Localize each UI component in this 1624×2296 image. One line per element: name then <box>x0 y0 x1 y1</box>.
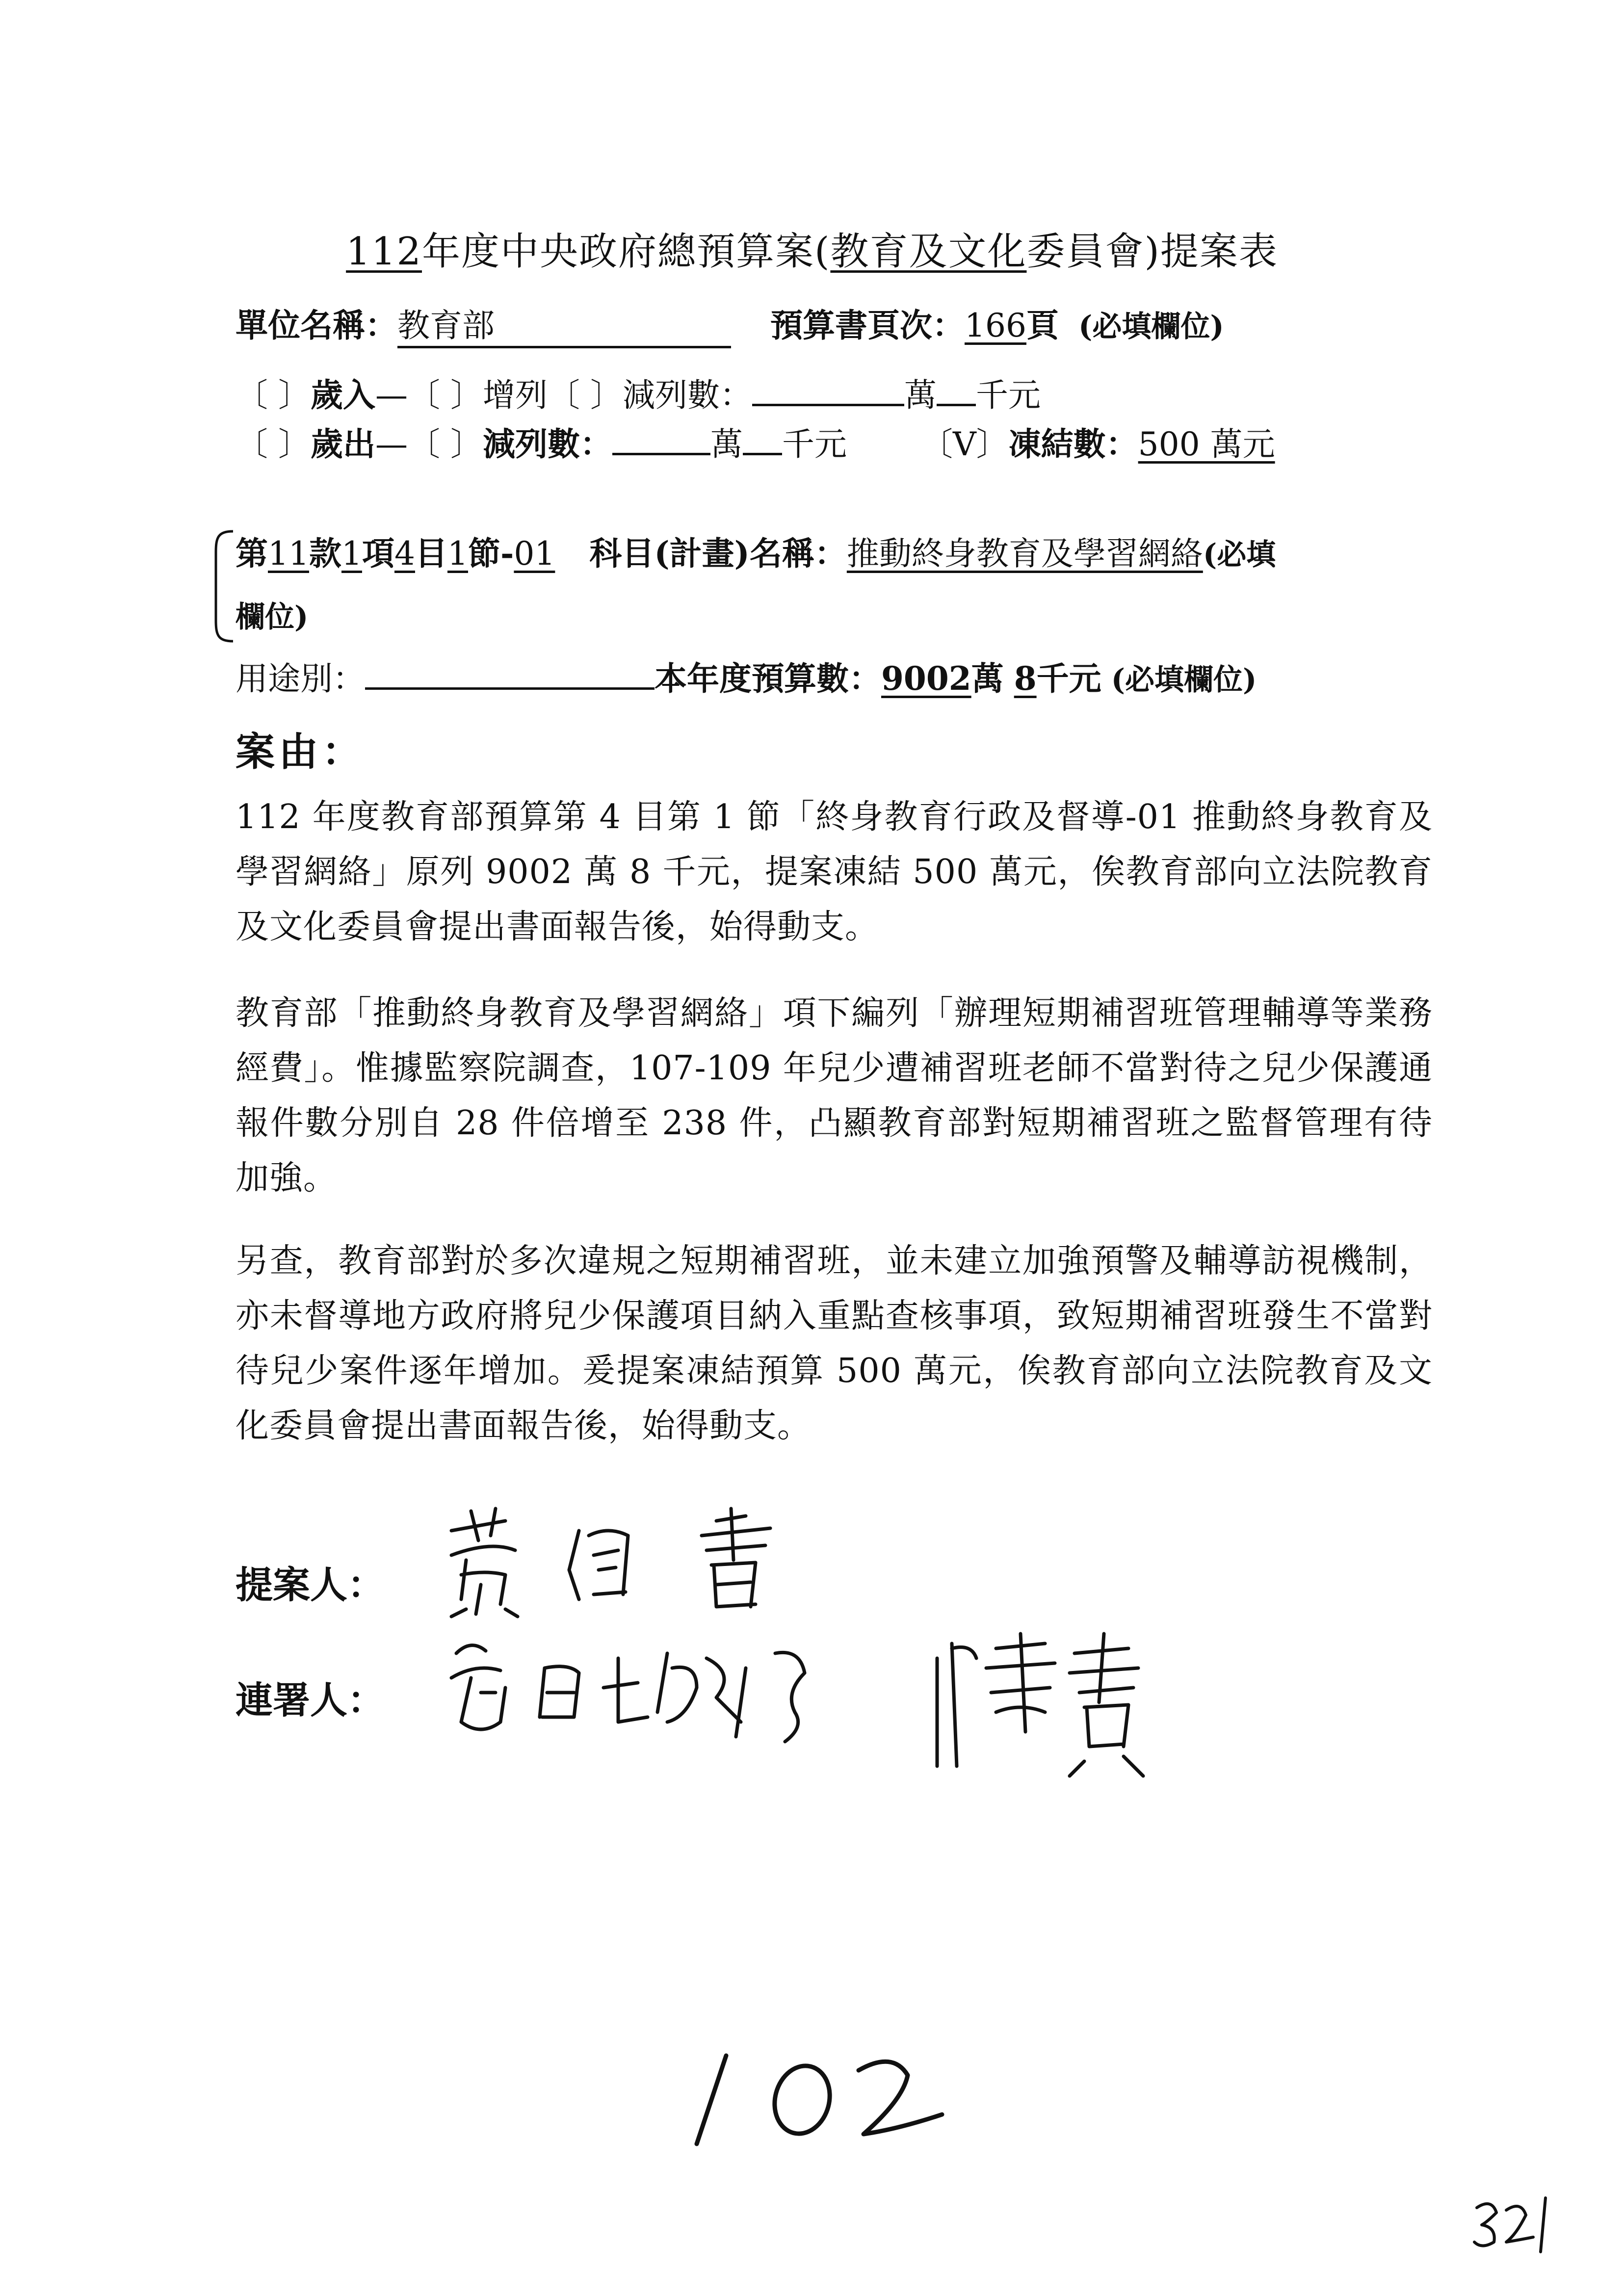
subject-required-cont: 欄位) <box>236 600 309 634</box>
budget-qian: 8 <box>1014 659 1037 698</box>
expenditure-label: 歲出 <box>310 425 375 463</box>
proposer-signature <box>432 1501 805 1619</box>
freeze-label: 凍結數： <box>1008 425 1138 463</box>
reason-paragraph-1: 112 年度教育部預算第 4 目第 1 節「終身教育行政及督導-01 推動終身教育及學習網絡」原列 9002 萬 8 千元，提案凍結 500 萬元，俟教育部向立法院教育及文化委員會提出書面報告後，始得動支。 <box>236 798 1433 946</box>
cosigner-signature-2 <box>922 1619 1197 1781</box>
freeze-checkbox: 〔V〕 <box>920 425 1009 463</box>
form-title: 112年度中央政府總預算案(教育及文化委員會)提案表 <box>346 230 1278 274</box>
jie-number: 1 <box>447 535 468 573</box>
reason-heading: 案由： <box>236 729 365 775</box>
handwritten-page-number <box>677 2036 952 2154</box>
title-committee: 教育及文化 <box>830 230 1027 274</box>
page-label: 預算書頁次： <box>770 306 965 344</box>
freeze-value: 500 萬元 <box>1138 425 1275 463</box>
reason-paragraph-3: 另查，教育部對於多次違規之短期補習班，並未建立加強預警及輔導訪視機制，亦未督導地方政府將兒少保護項目納入重點查核事項，致短期補習班發生不當對待兒少案件逐年增加。爰提案凍結預算 500 萬元，俟教育部向立法院教育及文化委員會提出書面報告後，始得動支。 <box>236 1242 1433 1445</box>
mu-number: 4 <box>394 535 415 573</box>
hand-bracket-mark <box>206 527 236 645</box>
budget-wan: 9002 <box>881 659 971 698</box>
reason-paragraph-2: 教育部「推動終身教育及學習網絡」項下編列「辦理短期補習班管理輔導等業務經費」。惟據監察院調查，107-109 年兒少遭補習班老師不當對待之兒少保護通報件數分別自 28 件倍增至 238 件，凸顯教育部對短期補習班之監督管理有待加強。 <box>236 994 1433 1198</box>
subject-name-label: 科目(計畫)名稱： <box>589 534 847 573</box>
subject-row: 第11款1項4目1節-01 科目(計畫)名稱：推動終身教育及學習網絡(必填 <box>236 534 1276 573</box>
cosigner-signature-1 <box>442 1624 844 1751</box>
budget-label: 本年度預算數： <box>655 659 881 698</box>
subject-name-value: 推動終身教育及學習網絡 <box>846 535 1203 573</box>
unit-label: 單位名稱： <box>236 306 397 344</box>
jie-code: 01 <box>514 535 555 573</box>
usage-label: 用途別： <box>236 660 365 698</box>
title-year: 112 <box>346 230 422 274</box>
revenue-row: 〔 〕歲入—〔 〕增列〔 〕減列數： 萬 千元 <box>236 376 1041 414</box>
revenue-label: 歲入 <box>310 376 375 414</box>
xiang-number: 1 <box>341 535 362 573</box>
kuan-number: 11 <box>268 535 309 573</box>
handwritten-corner-number <box>1467 2188 1555 2257</box>
cosigner-label: 連署人： <box>236 1678 385 1722</box>
usage-row: 用途別： 本年度預算數：9002萬 8千元 (必填欄位) <box>236 659 1257 698</box>
required-note: (必填欄位) <box>1078 310 1224 344</box>
page-value: 166 <box>965 307 1026 344</box>
unit-value: 教育部 <box>397 307 495 344</box>
expenditure-row: 〔 〕歲出—〔 〕減列數： 萬 千元 〔V〕凍結數：500 萬元 <box>236 425 1275 463</box>
unit-row: 單位名稱：教育部 預算書頁次：166頁 (必填欄位) <box>236 299 1224 348</box>
proposer-label: 提案人： <box>236 1563 385 1607</box>
